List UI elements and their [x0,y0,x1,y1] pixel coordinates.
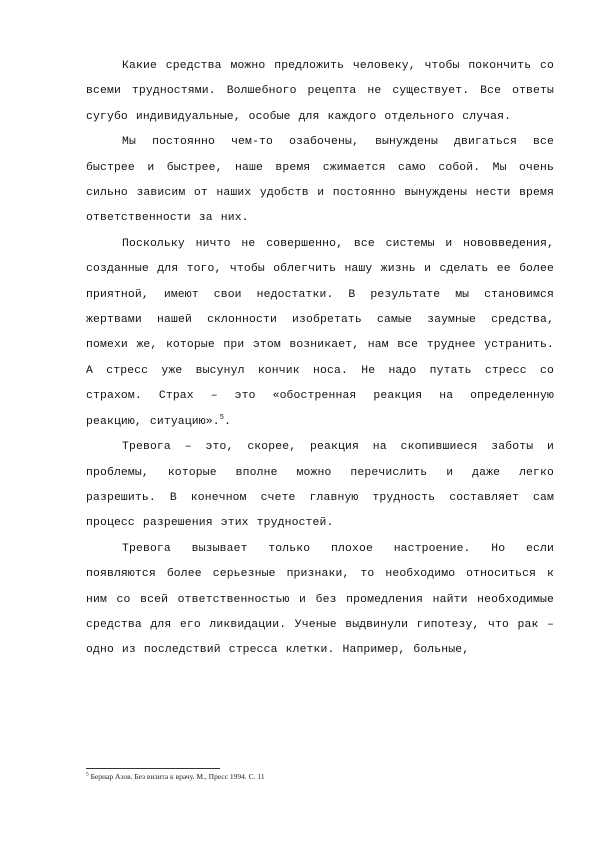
paragraph-3: Поскольку ничто не совершенно, все системы и нововведения, созданные для того, чтобы облегчить нашу жизнь и сделать ее более приятной, имеют свои недостатки. В результате мы становимся жертвами нашей склонности изобретать самые заумные средства, помехи же, которые при этом возникает, нам все труднее устранить. А стресс уже высунул кончик носа. Не надо путать стресс со страхом. Страх – это «обостренная реакция на определенную реакцию, ситуацию».$^5$. [86,237,554,428]
footnote-text: Бернар Азов. Без визита к врачу. М., Пресс 1994. С. 11 [90,772,265,781]
text-body [86,54,554,664]
paragraph-5: Тревога вызывает только плохое настроение. Но если появляются более серьезные признаки, то необходимо относиться к ним со всей ответственностью и без промедления найти необходимые средства для его ликвидации. Ученые выдвинули гипотезу, что рак – одно из последствий стресса клетки. Например, больные, [86,542,554,657]
footnote-reference[interactable]: 5 [219,413,225,422]
footnote [86,772,554,782]
footnote-divider [86,768,220,769]
paragraph-3-text: Поскольку ничто не совершенно, все системы и нововведения, созданные для того, чтобы облегчить нашу жизнь и сделать ее более приятной, имеют свои недостатки. В результате мы становимся жертвами нашей склонности изобретать самые заумные средства, помехи же, которые при этом возникает, нам все труднее устранить. А стресс уже высунул кончик носа. Не надо путать стресс со страхом. Страх – это «обостренная реакция на определенную реакцию, ситуацию». [86,237,554,428]
footnote-number: 5 [86,771,89,778]
paragraph-4: Тревога – это, скорее, реакция на скопившиеся заботы и проблемы, которые вполне можно перечислить и даже легко разрешить. В конечном счете главную трудность составляет сам процесс разрешения этих трудностей. [86,441,554,530]
paragraph-1: Какие средства можно предложить человеку, чтобы покончить со всеми трудностями. Волшебного рецепта не существует. Все ответы сугубо индивидуальные, особые для каждого отдельного случая. [86,60,554,123]
paragraph-2: Мы постоянно чем-то озабочены, вынуждены двигаться все быстрее и быстрее, наше время сжимается само собой. Мы очень сильно зависим от наших удобств и постоянно вынуждены нести время ответственности за них. [86,136,554,225]
